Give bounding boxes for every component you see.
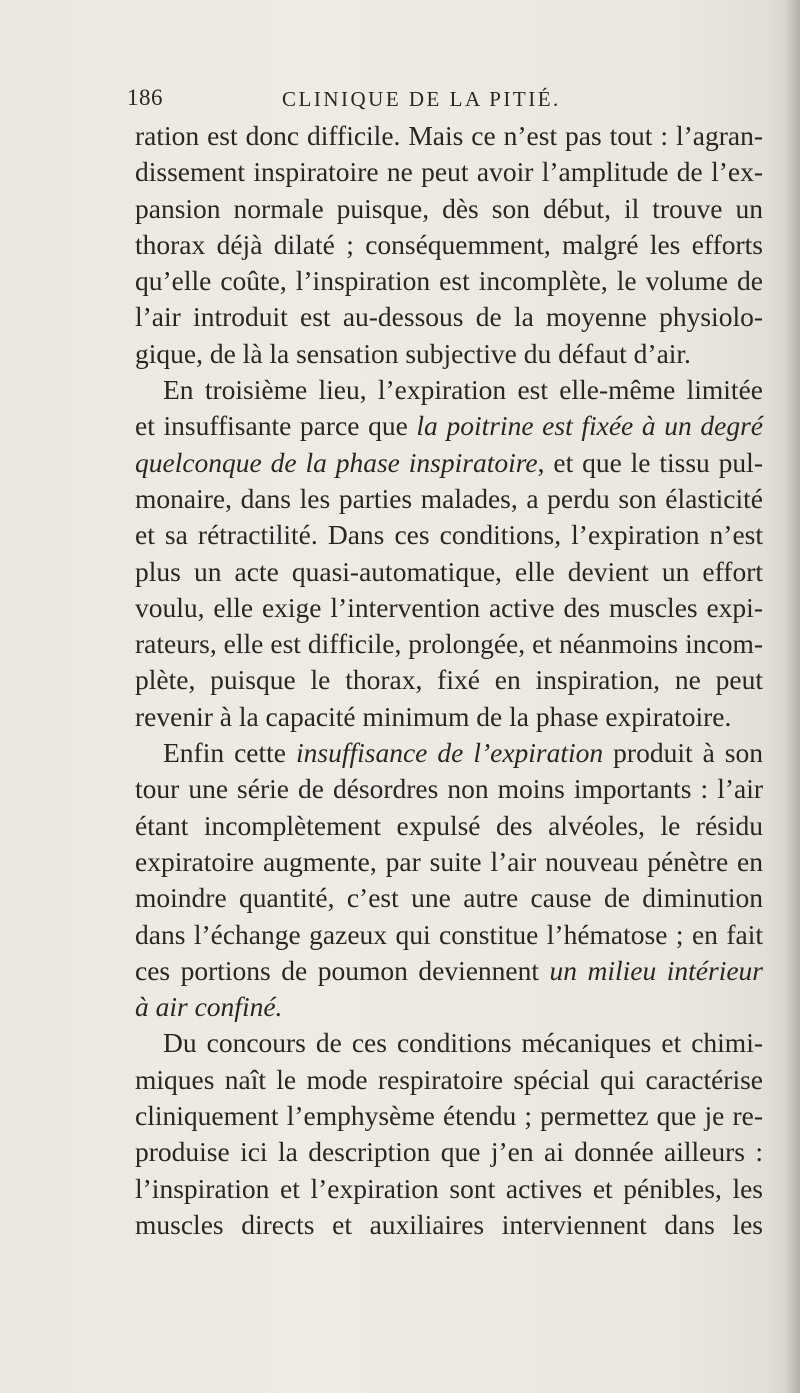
body-text — [135, 118, 763, 1243]
italic-segment: à air confiné. — [135, 991, 283, 1023]
text-line — [135, 626, 763, 662]
text-line — [135, 481, 763, 517]
text-segment: plète, puisque le thorax, fixé en inspiration, ne peut — [135, 664, 763, 696]
text-line — [135, 844, 763, 880]
text-line — [135, 118, 763, 154]
text-line — [135, 1134, 763, 1170]
text-line — [135, 953, 763, 989]
text-line — [135, 590, 763, 626]
text-line — [135, 1062, 763, 1098]
page-edge-shadow — [786, 0, 800, 1393]
text-line — [135, 1207, 763, 1243]
text-line — [135, 263, 763, 299]
text-line — [135, 554, 763, 590]
text-segment: et sa rétractilité. Dans ces conditions, l’expiration n’est — [135, 519, 763, 551]
text-segment: gique, de là la sensation subjective du défaut d’air. — [135, 337, 691, 369]
text-segment: ration est donc difficile. Mais ce n’est pas tout : l’agran- — [135, 120, 763, 151]
text-segment: cliniquement l’emphysème étendu ; permettez que je re- — [135, 1100, 763, 1132]
text-segment: l’air introduit est au-dessous de la moyenne physiolo- — [135, 301, 763, 333]
text-segment: dans l’échange gazeux qui constitue l’hématose ; en fait — [135, 918, 763, 950]
text-segment: qu’elle coûte, l’inspiration est incomplète, le volume de — [135, 265, 763, 297]
text-line — [135, 771, 763, 807]
text-line — [135, 1098, 763, 1134]
text-segment: et insuffisante parce que — [135, 410, 417, 442]
italic-segment: quelconque de la phase inspiratoire — [135, 446, 538, 478]
text-segment: expiratoire augmente, par suite l’air nouveau pénètre en — [135, 845, 763, 877]
text-segment: étant incomplètement expulsé des alvéoles, le résidu — [135, 809, 763, 841]
text-line — [135, 154, 763, 190]
text-line — [135, 808, 763, 844]
italic-segment: insuffisance de l’expiration — [296, 737, 604, 769]
text-line — [135, 517, 763, 553]
text-segment: produit à son — [603, 737, 764, 769]
text-line — [135, 917, 763, 953]
text-line — [135, 336, 763, 372]
italic-segment: la poitrine est fixée à un degré — [416, 410, 763, 442]
text-line — [135, 408, 763, 444]
text-line — [135, 227, 763, 263]
text-line — [135, 1171, 763, 1207]
text-segment: rateurs, elle est difficile, prolongée, et néanmoins incom- — [135, 628, 763, 660]
text-segment: muscles directs et auxiliaires interviennent dans les — [135, 1208, 763, 1240]
page-number: 186 — [127, 85, 163, 110]
text-segment: tour une série de désordres non moins importants : l’air — [135, 773, 763, 805]
text-line — [135, 191, 763, 227]
text-line — [135, 1025, 763, 1061]
text-segment: l’inspiration et l’expiration sont actives et pénibles, les — [135, 1172, 763, 1204]
italic-segment: un milieu intérieur — [549, 954, 763, 986]
running-head: CLINIQUE DE LA PITIÉ. — [282, 87, 561, 111]
text-segment: produise ici la description que j’en ai donnée ailleurs : — [135, 1136, 763, 1168]
text-segment: pansion normale puisque, dès son début, il trouve un — [135, 192, 763, 224]
text-line — [135, 989, 763, 1025]
text-segment: plus un acte quasi-automatique, elle devient un effort — [135, 555, 763, 587]
text-line — [135, 299, 763, 335]
text-segment: Du concours de ces conditions mécaniques et chimi- — [163, 1027, 763, 1059]
text-segment: dissement inspiratoire ne peut avoir l’amplitude de l’ex- — [135, 156, 763, 188]
text-line — [135, 699, 763, 735]
text-line — [135, 445, 763, 481]
text-segment: monaire, dans les parties malades, a perdu son élasticité — [135, 482, 763, 514]
text-segment: voulu, elle exige l’intervention active des muscles expi- — [135, 591, 763, 623]
text-line — [135, 880, 763, 916]
text-segment: thorax déjà dilaté ; conséquemment, malgré les efforts — [135, 228, 763, 260]
text-segment: moindre quantité, c’est une autre cause de diminution — [135, 882, 763, 914]
text-segment: revenir à la capacité minimum de la phase expiratoire. — [135, 700, 732, 732]
text-line — [135, 372, 763, 408]
text-segment: miques naît le mode respiratoire spécial qui caractérise — [135, 1063, 763, 1095]
text-segment: ces portions de poumon deviennent — [135, 954, 550, 986]
text-segment: Enfin cette — [163, 737, 296, 769]
text-segment: En troisième lieu, l’expiration est elle-même limitée — [163, 374, 763, 406]
text-line — [135, 735, 763, 771]
text-line — [135, 662, 763, 698]
text-segment: , et que le tissu pul- — [537, 446, 763, 478]
